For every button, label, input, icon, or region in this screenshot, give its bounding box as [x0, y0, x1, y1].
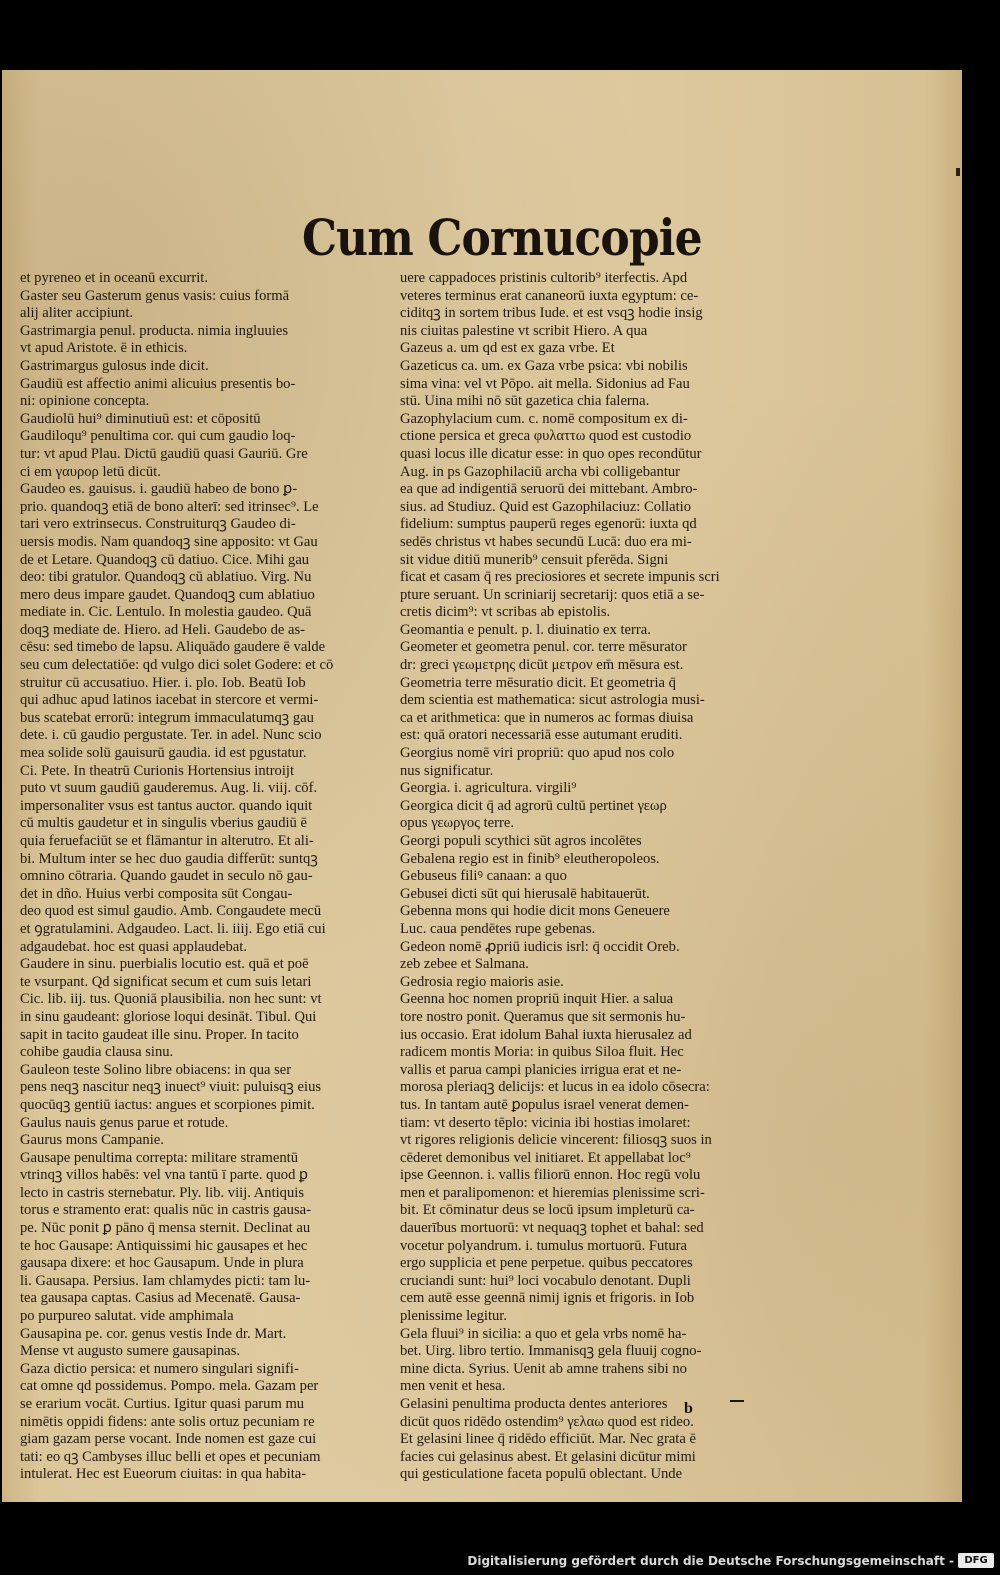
text-line: nus significatur.: [400, 762, 494, 779]
text-line: uersis modis. Nam quandoqꝫ sine apposito: vt Gau: [20, 533, 318, 550]
text-line: Et gelasini linee q̄ ridēdo efficiūt. Mar. Nec grata ē: [400, 1431, 696, 1448]
text-line: Gauleon teste Solino libre obiacens: in qua ser: [20, 1061, 292, 1078]
text-line: omnino cōtraria. Quando gaudet in seculo nō gau-: [20, 868, 313, 885]
text-line: quocūqꝫ gentiū iactus: angues et scorpiones pimit.: [20, 1096, 315, 1113]
text-line: ficat et casam q̄ res preciosiores et secrete impunis scri: [400, 569, 720, 586]
text-line: quasi locus ille dicatur esse: in quo opes recondūtur: [400, 445, 702, 462]
text-line: li. Gausapa. Persius. Iam chlamydes picti: tam lu-: [20, 1272, 311, 1289]
text-line: cū multis gaudetur et in singulis vberius gaudiū ē: [20, 815, 307, 832]
text-line: Gazophylacium cum. c. nomē compositum ex di-: [400, 410, 688, 427]
text-line: vt rigores religionis delicie vincerent: filiosqꝫ suos in: [400, 1132, 712, 1149]
text-line: Geomantia e penult. p. l. diuinatio ex terra.: [400, 621, 651, 638]
text-line: dr: greci γεωμετρης dicūt μετρον em̄ mēsura est.: [400, 657, 684, 674]
text-line: quia feruefaciūt se et flāmantur in alterutro. Et ali-: [20, 833, 314, 849]
text-line: Aug. in ps Gazophilaciū archa vbi colligebantur: [400, 463, 681, 480]
text-line: deo quod est simul gaudio. Amb. Congaudete mecū: [20, 903, 322, 920]
text-line: radicem montis Moria: in quibus Siloa fluit. Hec: [400, 1044, 684, 1061]
text-line: Gausape penultima correpta: militare stramentū: [20, 1149, 298, 1166]
text-line: cruciandi sunt: hui⁹ loci vocabulo denotant. Dupli: [400, 1272, 691, 1289]
text-line: Gedrosia regio maioris asie.: [400, 973, 564, 990]
left-text-column: [20, 270, 398, 1483]
text-line: Geometer et geometra penul. cor. terre mēsurator: [400, 639, 687, 656]
text-line: ipse Geennon. i. vallis filiorū ennon. Hoc regū volu: [400, 1167, 701, 1184]
text-line: Gaudiū est affectio animi alicuius presentis bo-: [20, 375, 296, 392]
text-line: ergo supplicia et pene perpetue. quibus peccatores: [400, 1255, 693, 1272]
text-line: facies cui gelasinus abest. Et gelasini dicūtur mimi: [400, 1448, 696, 1465]
text-line: cretis dicim⁹: vt scribas ab epistolis.: [400, 604, 611, 621]
text-line: det in dño. Huius verbi composita sūt Congau-: [20, 885, 293, 902]
text-line: cem autē esse geennā nimij ignis et frigoris. in Iob: [400, 1290, 695, 1307]
text-line: Gazeticus ca. um. ex Gaza vrbe psica: vbi nobilis: [400, 357, 688, 374]
text-line: Ci. Pete. In theatrū Curionis Hortensius introijt: [20, 762, 295, 779]
text-line: Geenna hoc nomen propriū inquit Hier. a salua: [400, 991, 674, 1008]
text-line: men venit et hesa.: [400, 1378, 506, 1395]
text-line: mea solide solū gauisurū gaudia. id est pgustatur.: [20, 745, 307, 762]
text-line: plenissime legitur.: [400, 1308, 508, 1325]
text-line: ctione persica et greca φυλαττω quod est custodio: [400, 428, 692, 445]
right-text-column: [400, 270, 778, 1483]
text-line: vallis et parua campi planicies irrigua erat et ne-: [400, 1061, 682, 1078]
text-line: men et paralipomenon: et hieremias plenissime scri-: [400, 1184, 705, 1201]
text-line: Gastrimargia penul. producta. nimia ingluuies: [20, 322, 289, 339]
text-line: Georgi populi scythici sūt agros incolētes: [400, 833, 642, 849]
text-line: et pyreneo et in oceanū excurrit.: [20, 270, 209, 286]
text-line: mero deus impare gaudet. Quandoqꝫ cum ablatiuo: [20, 586, 315, 603]
text-line: vocetur polyandrum. i. tumulus mortuorū. Futura: [400, 1237, 687, 1254]
text-line: dicūt quos ridēdo ostendim⁹ γελαω quod est rideo.: [400, 1413, 694, 1430]
text-line: opus γεωργος terre.: [400, 815, 514, 832]
text-line: dete. i. cū gaudio pergustate. Ter. in adel. Nunc scio: [20, 727, 322, 744]
text-line: lecto in castris sternebatur. Ply. lib. viij. Antiquis: [20, 1184, 305, 1201]
text-line: Cic. lib. iij. tus. Quoniā plausibilia. non hec sunt: vt: [20, 991, 322, 1008]
text-line: et ꝯgratulamini. Adgaudeo. Lact. li. iiij. Ego etiā cui: [20, 920, 326, 937]
text-line: qui gesticulatione faceta populū oblectant. Unde: [400, 1466, 683, 1483]
text-line: puto vt suum gaudiū gauderemus. Aug. li. viij. cōf.: [20, 780, 318, 797]
text-line: fidelium: sumptus pauperū reges egenorū: iuxta qd: [400, 516, 697, 533]
text-line: tati: eo qꝫ Cambyses illuc belli et opes et pecuniam: [20, 1448, 321, 1465]
text-line: dem scientia est mathematica: sicut astrologia musi-: [400, 692, 705, 709]
text-line: tur: vt apud Plau. Dictū gaudiū quasi Gauriū. Gre: [20, 445, 308, 462]
text-line: Gaurus mons Campanie.: [20, 1132, 164, 1149]
text-line: Gazeus a. um qd est ex gaza vrbe. Et: [400, 340, 615, 357]
text-line: tus. In tantam autē ꝑopulus israel venerat demen-: [400, 1096, 689, 1113]
text-line: de et Letare. Quandoqꝫ cū datiuo. Cice. Mihi gau: [20, 551, 310, 568]
text-line: tari vero extrinsecus. Construiturqꝫ Gaudeo di-: [20, 516, 296, 533]
text-line: sit vidue ditiū munerib⁹ censuit pferēda. Signi: [400, 551, 669, 568]
text-line: vtrinqꝫ villos habēs: vel vna tantū ī parte. quod ꝑ: [20, 1167, 308, 1184]
page-edge-mark: [956, 168, 960, 176]
text-line: morosa pleriaqꝫ delicijs: et lucus in ea idolo cōsecra:: [400, 1079, 710, 1096]
text-line: veteres terminus erat cananeorū iuxta egyptum: ce-: [400, 287, 699, 304]
text-line: dauerībus mortuorū: vt nequaqꝫ tophet et bahal: sed: [400, 1220, 704, 1237]
text-line: uere cappadoces pristinis cultorib⁹ iterfectis. Apd: [400, 270, 688, 286]
text-line: vt apud Aristote. ē in ethicis.: [20, 340, 188, 357]
text-line: torus e stramento erat: qualis nūc in castris gausa-: [20, 1202, 311, 1219]
text-line: Gaza dictio persica: et numero singulari signifi-: [20, 1360, 299, 1377]
text-line: stū. Uina mihi nō sūt gazetica chia falerna.: [400, 393, 650, 410]
text-line: tea gausapa captas. Casius ad Mecenatē. Gausa-: [20, 1290, 301, 1307]
text-line: cohibe gaudia clausa sinu.: [20, 1044, 174, 1061]
dfg-logo: DFG: [958, 1553, 994, 1568]
text-line: cat omne qd possidemus. Pompo. mela. Gazam per: [20, 1378, 319, 1395]
text-line: adgaudebat. hoc est quasi applaudebat.: [20, 938, 247, 955]
text-line: ciditqꝫ in sortem tribus Iude. et est vsqꝫ hodie insig: [400, 305, 703, 322]
catchword-dash: [730, 1400, 744, 1402]
text-line: Luc. caua pendētes rupe gebenas.: [400, 920, 596, 937]
text-line: te vsurpant. Qd significat secum et cum suis letari: [20, 973, 312, 990]
text-line: Gebenna mons qui hodie dicit mons Geneuere: [400, 903, 670, 920]
text-line: deo: tibi gratulor. Quandoqꝫ cū ablatiuo. Virg. Nu: [20, 569, 312, 586]
text-line: pture seruant. Un scriniarij secretarij: quos etiā a se-: [400, 586, 705, 603]
text-line: sius. ad Studiuz. Quid est Gazophilaciuz: Collatio: [400, 498, 692, 515]
text-line: Gelasini penultima producta dentes anteriores: [400, 1396, 668, 1412]
text-line: intulerat. Hec est Eueorum ciuitas: in qua habita-: [20, 1466, 307, 1483]
text-line: bi. Multum inter se hec duo gaudia differūt: suntqꝫ: [20, 850, 318, 867]
text-line: Gaulus nauis genus parue et rotude.: [20, 1114, 229, 1131]
text-line: giam gazam perse vocant. Inde nomen est gaze cui: [20, 1431, 317, 1448]
text-line: Gaudere in sinu. puerbialis locutio est. quā et poē: [20, 956, 309, 973]
text-line: seu cum delectatiōe: qd vulgo dici solet Godere: et cō: [20, 657, 334, 674]
text-line: tiam: vt deserto tēplo: vicinia ibi hostias imolaret:: [400, 1114, 691, 1131]
text-line: prio. quandoqꝫ etiā de bono alterī: sed itrinsec⁹. Le: [20, 498, 319, 515]
text-line: ci em γαυρορ letū dicūt.: [20, 463, 161, 480]
text-line: impersonaliter vsus est tantus auctor. quando iquit: [20, 797, 313, 814]
text-line: gausapa dixere: et hoc Gausapum. Unde in plura: [20, 1255, 304, 1272]
text-line: Gastrimargus gulosus inde dicit.: [20, 357, 209, 374]
text-line: po purpureo salutat. vide amphimala: [20, 1308, 234, 1325]
text-line: doqꝫ mediate de. Hiero. ad Heli. Gaudebo de as-: [20, 621, 306, 638]
text-line: nimētis oppidi fidens: ante solis ortuz pecuniam re: [20, 1413, 315, 1430]
text-line: Georgica dicit q̄ ad agrorū cultū pertinet γεωρ: [400, 797, 667, 814]
text-line: Geometria terre mēsuratio dicit. Et geometria q̄: [400, 674, 676, 691]
text-line: bus scatebat errorū: integrum immaculatumqꝫ gau: [20, 709, 314, 726]
text-line: struitur cū accusatiuo. Hier. i. plo. Iob. Beatū Iob: [20, 674, 306, 691]
text-line: Gaudiloqu⁹ penultima cor. qui cum gaudio loq-: [20, 428, 296, 445]
text-line: bit. Et cōminatur deus se locū ipsum impleturū ca-: [400, 1202, 695, 1219]
text-line: pe. Nūc ponit ꝑ pāno q̄ mensa sternit. Declinat au: [20, 1220, 311, 1237]
text-line: Gela fluui⁹ in sicilia: a quo et gela vrbs nomē ha-: [400, 1325, 687, 1342]
text-line: alij aliter accipiunt.: [20, 305, 134, 322]
footer-bar: [0, 1550, 1000, 1575]
text-line: zeb zebee et Salmana.: [400, 956, 529, 973]
text-line: Gaudeo es. gauisus. i. gaudiū habeo de bono ꝑ-: [20, 481, 298, 498]
text-line: sima vina: vel vt Pōpo. ait mella. Sidonius ad Fau: [400, 375, 690, 392]
text-line: Georgius nomē viri propriū: quo apud nos colo: [400, 745, 675, 762]
text-line: Mense vt augusto sumere gausapinas.: [20, 1343, 241, 1360]
funding-credit: Digitalisierung gefördert durch die Deutsche Forschungsgemeinschaft -: [467, 1554, 954, 1568]
text-line: ca et arithmetica: que in numeros ac formas diuisa: [400, 709, 694, 726]
text-line: se erarium vocāt. Curtius. Igitur quasi parum mu: [20, 1396, 305, 1412]
text-line: tore nostro ponit. Queramus que sit sermonis hu-: [400, 1008, 686, 1025]
text-line: Gebusei dicti sūt qui hierusalē habitauerūt.: [400, 885, 650, 902]
text-line: cēderet demonibus vel initiaret. Et appellabat loc⁹: [400, 1149, 691, 1166]
text-line: ni: opinione concepta.: [20, 393, 150, 410]
text-line: cēsu: sed timebo de lapsu. Aliquādo gaudere ē valde: [20, 639, 326, 656]
text-line: mine dicta. Syrius. Uenit ab amne trahens sibi no: [400, 1360, 687, 1377]
text-line: Gedeon nomē ꝓpriū iudicis isrl: q̄ occidit Oreb.: [400, 938, 680, 955]
text-line: bet. Uirg. libro tertio. Immanisqꝫ gela fluuij cogno-: [400, 1343, 702, 1360]
text-line: Gebalena regio est in finib⁹ eleutheropoleos.: [400, 850, 660, 867]
text-line: sedēs christus vt habes secundū Lucā: duo era mi-: [400, 533, 692, 550]
text-line: ius occasio. Erat idolum Bahal iuxta hierusalez ad: [400, 1026, 692, 1043]
signature-mark: b: [684, 1400, 693, 1417]
text-line: est: quā oratori necessariā esse autumant eruditi.: [400, 727, 683, 744]
text-line: Gaster seu Gasterum genus vasis: cuius formā: [20, 287, 290, 304]
running-head: Cum Cornucopie: [302, 208, 702, 267]
text-line: qui adhuc apud latinos iacebat in stercore et vermi-: [20, 692, 319, 709]
text-line: in sinu gaudeant: gloriose loqui desināt. Tibul. Qui: [20, 1008, 317, 1025]
text-line: nis ciuitas palestine vt scribit Hiero. A qua: [400, 322, 648, 339]
text-line: Gebuseus filiꝰ canaan: a quo: [400, 868, 567, 885]
text-line: Gaudiolū hui⁹ diminutiuū est: et cōpositū: [20, 410, 261, 427]
text-line: Gausapina pe. cor. genus vestis Inde dr. Mart.: [20, 1325, 287, 1342]
text-line: pens neqꝫ nascitur neqꝫ inuect⁹ viuit: puluisqꝫ eius: [20, 1079, 322, 1096]
text-line: sapit in tacito gaudeat ille sinu. Proper. In tacito: [20, 1026, 299, 1043]
text-line: te hoc Gausape: Antiquissimi hic gausapes et hec: [20, 1237, 308, 1254]
text-line: Georgia. i. agricultura. virgili⁹: [400, 780, 577, 797]
book-page: [2, 70, 962, 1502]
text-line: mediate in. Cic. Lentulo. In molestia gaudeo. Quā: [20, 604, 312, 621]
text-line: ea que ad indigentiā seruorū dei mittebant. Ambro-: [400, 481, 698, 498]
